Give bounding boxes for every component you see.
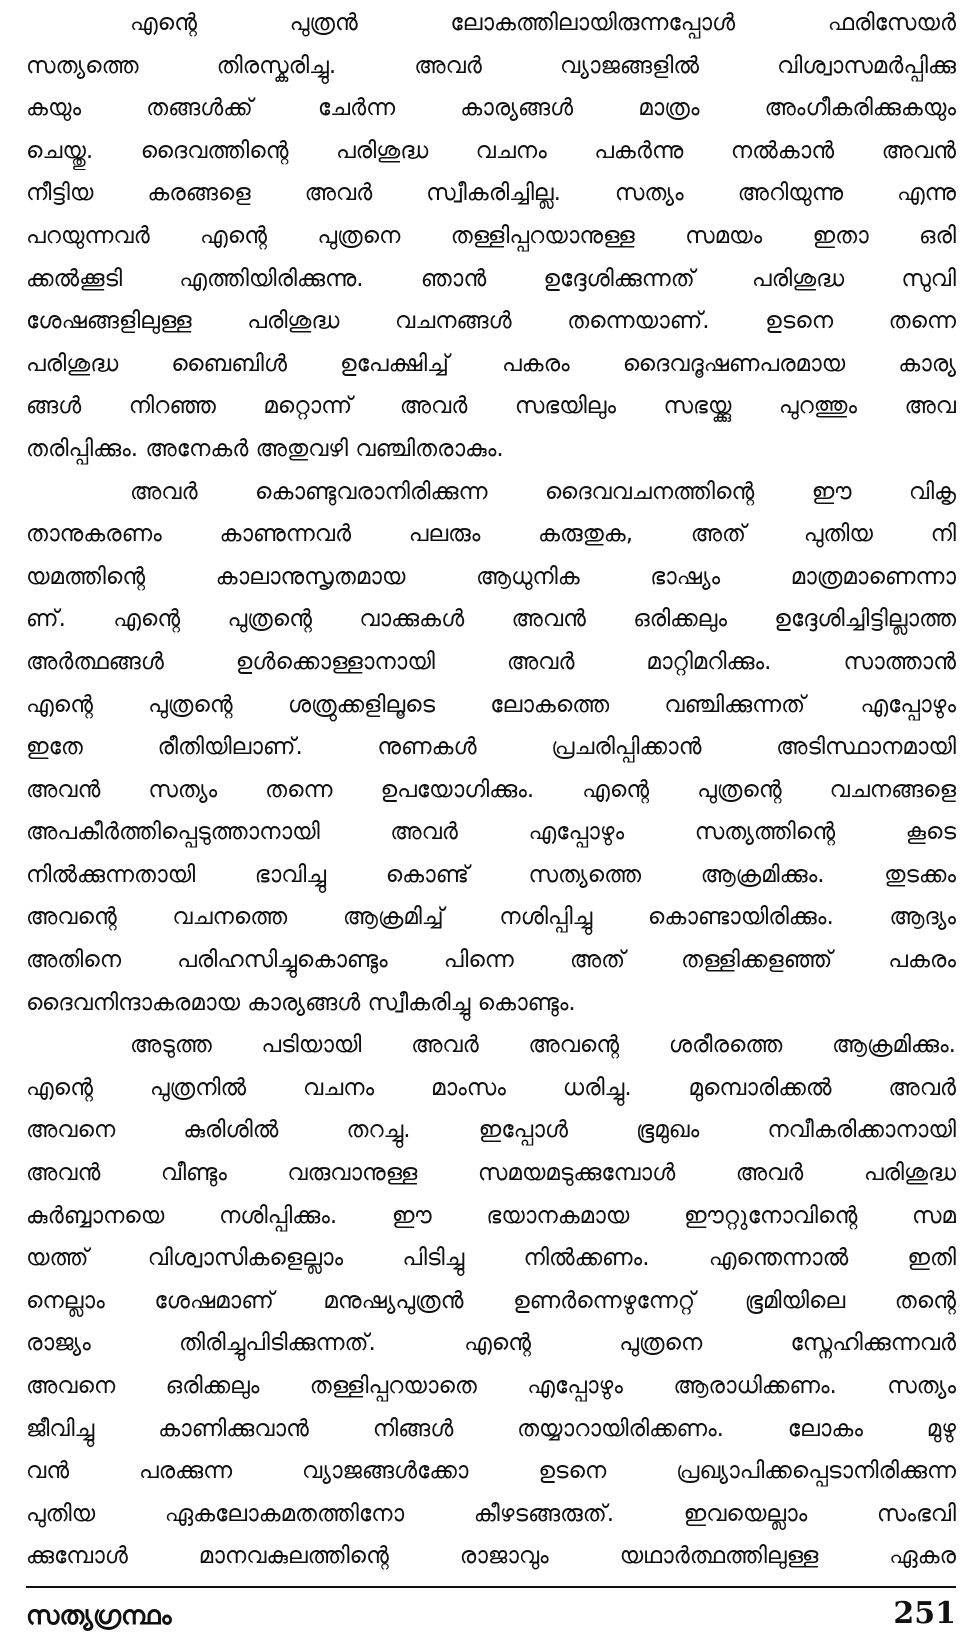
text-line: അവൻ വീണ്ടും വരുവാനുള്ള സമയമടുക്കുമ്പോൾ അവർ പരിശുദ്ധ	[26, 1160, 956, 1187]
text-line: ങ്ങൾ നിറഞ്ഞ മറ്റൊന്ന് അവർ സഭയിലും സഭയ്ക്കു പുറത്തും അവ	[26, 393, 956, 420]
text-line: പുതിയ ഏകലോകമതത്തിനോ കീഴടങ്ങരുത്. ഇവയെല്ലാം സംഭവി	[26, 1500, 956, 1527]
text-line: അർത്ഥങ്ങൾ ഉൾക്കൊള്ളാനായി അവർ മാറ്റിമറിക്കും. സാത്താൻ	[26, 648, 956, 675]
text-line: ക്കുമ്പോൾ മാനവകുലത്തിന്റെ രാജാവും യഥാർത്ഥത്തിലുള്ള ഏകര	[26, 1543, 956, 1570]
text-line: അവന്റെ വചനത്തെ ആക്രമിച്ച് നശിപ്പിച്ചു കൊണ്ടായിരിക്കും. ആദ്യം	[26, 904, 956, 931]
text-line: ണ്. എന്റെ പുത്രന്റെ വാക്കുകൾ അവൻ ഒരിക്കലും ഉദ്ദേശിച്ചിട്ടില്ലാത്ത	[26, 606, 956, 633]
text-line: പറയുന്നവർ എന്റെ പുത്രനെ തള്ളിപ്പറയാനുള്ള സമയം ഇതാ ഒരി	[26, 222, 956, 249]
text-line: കുർബ്ബാനയെ നശിപ്പിക്കും. ഈ ഭയാനകമായ ഈറ്റുനോവിന്റെ സമ	[26, 1202, 956, 1229]
footer-rule	[26, 1586, 956, 1588]
text-line: നീട്ടിയ കരങ്ങളെ അവർ സ്വീകരിച്ചില്ല. സത്യം അറിയുന്നു എന്നു	[26, 180, 956, 207]
text-line: രാജ്യം തിരിച്ചുപിടിക്കുന്നത്. എന്റെ പുത്രനെ സ്നേഹിക്കുന്നവർ	[26, 1330, 956, 1357]
text-line: എന്റെ പുത്രനിൽ വചനം മാംസം ധരിച്ചു. മുമ്പൊരിക്കൽ അവർ	[26, 1074, 956, 1101]
text-line: താനുകരണം കാണുന്നവർ പലരും കരുതുക, അത് പുതിയ നി	[26, 521, 956, 548]
text-line: യമത്തിന്റെ കാലാനുസൃതമായ ആധുനിക ഭാഷ്യം മാത്രമാണെന്നാ	[26, 563, 956, 590]
text-line: അപകീർത്തിപ്പെടുത്താനായി അവർ എപ്പോഴും സത്യത്തിന്റെ കൂടെ	[26, 819, 956, 846]
text-line: നെല്ലാം ശേഷമാണ് മനുഷ്യപുത്രൻ ഉണർന്നെഴുന്നേറ്റ് ഭൂമിയിലെ തന്റെ	[26, 1287, 956, 1314]
text-line: ചെയ്തു. ദൈവത്തിന്റെ പരിശുദ്ധ വചനം പകർന്നു നൽകാൻ അവൻ	[26, 137, 956, 164]
text-line: യത്ത് വിശ്വാസികളെല്ലാം പിടിച്ചു നിൽക്കണം. എന്തെന്നാൽ ഇതി	[26, 1245, 956, 1272]
text-line: അവനെ ഒരിക്കലും തള്ളിപ്പറയാതെ എപ്പോഴും ആരാധിക്കണം. സത്യം	[26, 1373, 956, 1399]
page-number: 251	[893, 1596, 956, 1631]
text-line: അവൻ സത്യം തന്നെ ഉപയോഗിക്കും. എന്റെ പുത്രന്റെ വചനങ്ങളെ	[26, 776, 956, 803]
text-line: ദൈവനിന്ദാകരമായ കാര്യങ്ങൾ സ്വീകരിച്ചു കൊണ്ടും.	[26, 989, 576, 1016]
text-line: സത്യത്തെ തിരസ്കരിച്ചു. അവർ വ്യാജങ്ങളിൽ വിശ്വാസമർപ്പിക്കു	[26, 52, 956, 79]
text-line: നിൽക്കുന്നതായി ഭാവിച്ചു കൊണ്ട് സത്യത്തെ ആക്രമിക്കും. തുടക്കം	[26, 861, 956, 888]
text-line: കയും തങ്ങൾക്ക് ചേർന്ന കാര്യങ്ങൾ മാത്രം അംഗീകരിക്കുകയും	[26, 95, 956, 122]
text-line: ക്കൽക്കൂടി എത്തിയിരിക്കുന്നു. ഞാൻ ഉദ്ദേശിക്കുന്നത് പരിശുദ്ധ സുവി	[26, 265, 956, 292]
text-line: അതിനെ പരിഹസിച്ചുകൊണ്ടും പിന്നെ അത് തള്ളിക്കളഞ്ഞ് പകരം	[26, 947, 956, 974]
text-line: എന്റെ പുത്രൻ ലോകത്തിലായിരുന്നപ്പോൾ ഫരിസേയർ	[130, 10, 956, 36]
text-line: അവനെ കുരിശിൽ തറച്ചു. ഇപ്പോൾ ഭൂമുഖം നവീകരിക്കാനായി	[26, 1117, 956, 1144]
text-line: അവർ കൊണ്ടുവരാനിരിക്കുന്ന ദൈവവചനത്തിന്റെ ഈ വികൃ	[130, 478, 956, 505]
text-line: പരിശുദ്ധ ബൈബിൾ ഉപേക്ഷിച്ച് പകരം ദൈവദൂഷണപരമായ കാര്യ	[26, 350, 956, 377]
text-line: എന്റെ പുത്രന്റെ ശത്രുക്കളിലൂടെ ലോകത്തെ വഞ്ചിക്കുന്നത് എപ്പോഴും	[26, 691, 956, 718]
text-line: തരിപ്പിക്കും. അനേകർ അതുവഴി വഞ്ചിതരാകും.	[26, 435, 504, 462]
text-line: ശേഷങ്ങളിലുള്ള പരിശുദ്ധ വചനങ്ങൾ തന്നെയാണ്. ഉടനെ തന്നെ	[26, 308, 956, 335]
text-line: ജീവിച്ചു കാണിക്കുവാൻ നിങ്ങൾ തയ്യാറായിരിക്കണം. ലോകം മുഴു	[26, 1415, 956, 1442]
body-text	[26, 2, 956, 1578]
text-line: ഇതേ രീതിയിലാണ്. നുണകൾ പ്രചരിപ്പിക്കാൻ അടിസ്ഥാനമായി	[26, 734, 956, 761]
text-line: അടുത്ത പടിയായി അവർ അവന്റെ ശരീരത്തെ ആക്രമിക്കും.	[130, 1032, 956, 1059]
text-line: വൻ പരക്കുന്ന വ്യാജങ്ങൾക്കോ ഉടനെ പ്രഖ്യാപിക്കപ്പെടാനിരിക്കുന്ന	[26, 1458, 956, 1485]
book-title: സത്യഗ്രന്ഥം	[26, 1601, 172, 1631]
